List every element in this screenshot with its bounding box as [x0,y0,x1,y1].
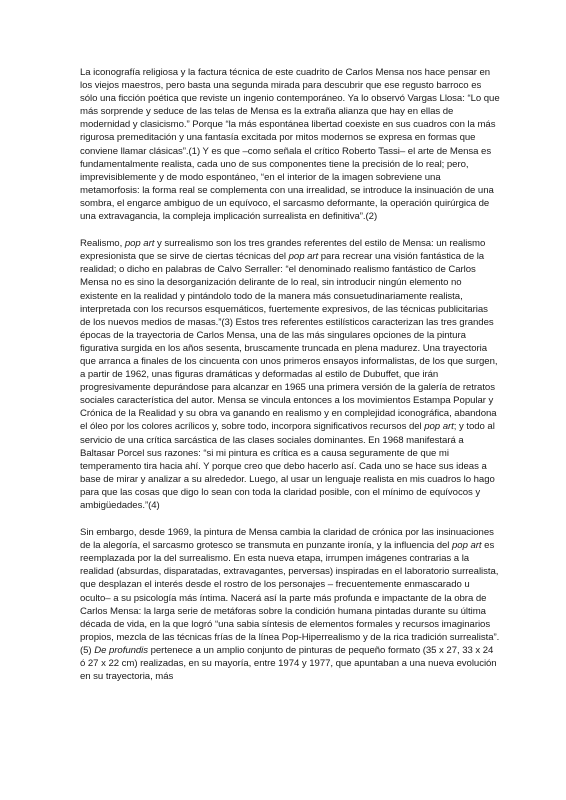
paragraph-text: y surrealismo son los tres grandes referentes del estilo de Mensa: un realismo expresionista que se sirve de ciertas técnicas del [80,238,486,263]
italic-term: pop art [124,238,155,250]
italic-term: pop art [424,421,454,433]
paragraph-1 [80,66,500,223]
paragraph-text: pertenece a un amplio conjunto de pinturas de pequeño formato (35 x 27, 33 x 24 ó 27 x 22 cm) realizadas, en su mayoría, entre 1974 y 1977, que apuntaban a una nueva evolución en su trayectoria, más [80,644,497,683]
paragraph-text: ; y todo al servicio de una crítica sarcástica de las clases sociales dominantes. En 1968 manifestará a Baltasar Porcel sus razones: “si mi pintura es crítica es a causa seguramente de que mi temperamento tira hacia ahí. Y porque creo que debo hacerlo así. Cada uno se hace sus ideas a base de mirar y analizar a su alrededor. Luego, al usar un lenguaje realista en mis cuadros lo hago para que las cosas que digo lo sean con toda la claridad posible, con el mínimo de equívocos y ambigüedades.”(4) [80,421,495,511]
paragraph-3 [80,526,500,683]
paragraph-text: es reemplazada por la del surrealismo. En esta nueva etapa, irrumpen imágenes contrarias a la realidad (absurdas, disparatadas, extravagantes, perversas) inspiradas en el laboratorio surrealista, que desplazan el interés desde el rostro de los personajes – frecuentemente enmascarado u oculto– a su psicología más íntima. Nacerá así la parte más profunda e impactante de la obra de Carlos Mensa: la larga serie de metáforas sobre la condición humana pintadas durante su última década de vida, en la que logró “una sabia síntesis de elementos formales y recursos imaginarios propios, mezcla de las técnicas frías de la línea Pop-Hiperrealismo y de la rica tradición surrealista”.(5) [80,540,500,656]
paragraph-text: Sin embargo, desde 1969, la pintura de Mensa cambia la claridad de crónica por las insinuaciones de la alegoría, el sarcasmo grotesco se transmuta en punzante ironía, y la influencia del [80,527,494,552]
italic-term: De profundis [94,644,148,656]
italic-term: pop art [288,251,319,263]
paragraph-2 [80,237,500,512]
paragraph-text: La iconografía religiosa y la factura técnica de este cuadrito de Carlos Mensa nos hace pensar en los viejos maestros, pero basta una segunda mirada para descubrir que ese regusto barroco es sólo una ficción poética que reviste un ingenio contemporáneo. Ya lo observó Vargas Llosa: “Lo que más sorprende y seduce de las telas de Mensa es la extraña alianza que hay en ellas de modernidad y clasicismo.” Porque “la más espontánea libertad coexiste en sus cuadros con la más rigurosa premeditación y una fantasía excitada por mitos modernos se expresa en formas que conviene llamar clásicas”.(1) Y es que –como señala el crítico Roberto Tassi– el arte de Mensa es fundamentalmente realista, cada uno de sus componentes tiene la precisión de lo real; pero, imprevisiblemente y de modo espontáneo, “en el interior de la imagen sobreviene una metamorfosis: la forma real se complementa con una irrealidad, se introduce la insinuación de una sombra, el engarce ambiguo de un equívoco, el sarcasmo deformante, la operación quirúrgica de una extravagancia, la compleja implicación surrealista en definitiva”.(2) [80,67,500,223]
paragraph-text: para recrear una visión fantástica de la realidad; o dicho en palabras de Calvo Serraller: “el denominado realismo fantástico de Carlos Mensa no es sino la desorganización delirante de lo real, sin introducir ningún elemento no existente en la realidad y pintándolo todo de la manera más consuetudinariamente realista, interpretada con los recursos esquemáticos, fuertemente expresivos, de las técnicas publicitarias de los nuevos medios de masas.”(3) Estos tres referentes estilísticos caracterizan las tres grandes épocas de la trayectoria de Carlos Mensa, una de las más singulares opciones de la pintura figurativa surgida en los años sesenta, bruscamente truncada en plena madurez. Una trayectoria que arranca a finales de los cincuenta con unos primeros ensayos informalistas, de los que surgen, a partir de 1962, unas figuras dramáticas y deformadas al estilo de Dubuffet, que irán progresivamente depurándose para alcanzar en 1965 una primera versión de la galería de retratos sociales característica del autor. Mensa se vincula entonces a los movimientos Estampa Popular y Crónica de la Realidad y su obra va ganando en realismo y en complejidad iconográfica, abandona el óleo por los colores acrílicos y, sobre todo, incorpora significativos recursos del [80,251,498,433]
italic-term: pop art [452,540,482,552]
paragraph-text: Realismo, [80,238,125,250]
document-page [80,66,500,697]
